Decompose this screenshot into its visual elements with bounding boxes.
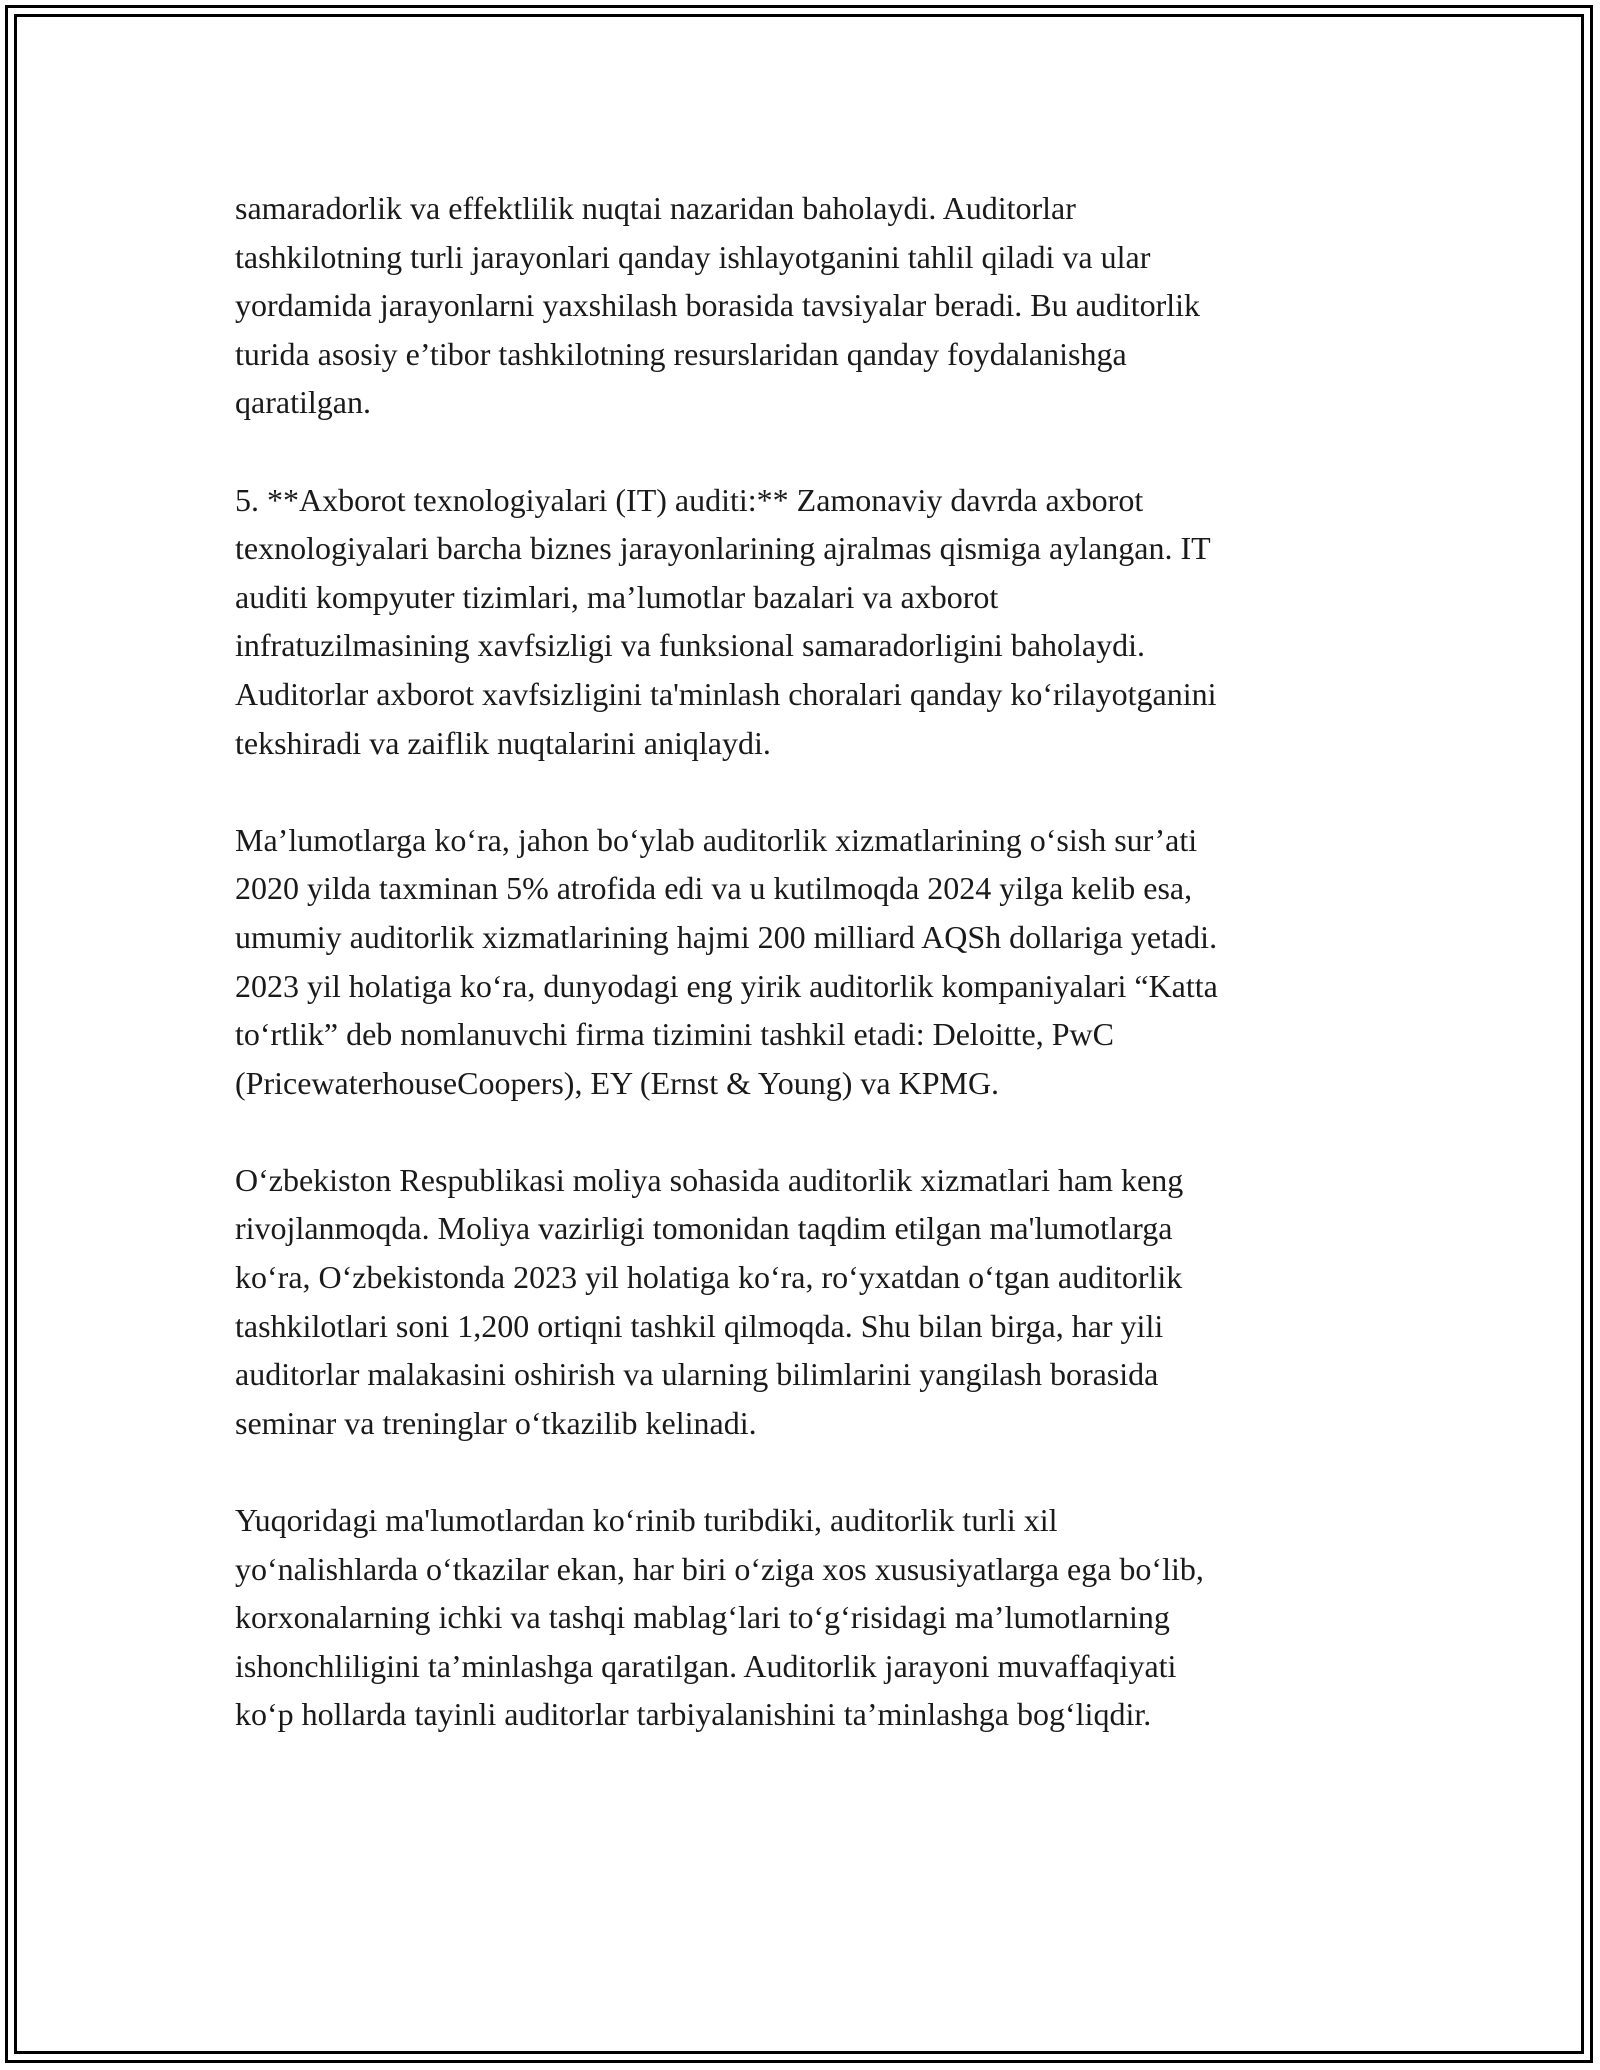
text-line: tashkilotning turli jarayonlari qanday ishlayotganini tahlil qiladi va ular (235, 238, 1151, 275)
text-line: Auditorlar axborot xavfsizligini ta'minlash choralari qanday koʻrilayotganini (235, 675, 1217, 712)
text-line: Oʻzbekiston Respublikasi moliya sohasida auditorlik xizmatlari ham keng (235, 1161, 1184, 1198)
paragraph-performance-audit (235, 184, 1395, 427)
paragraph-conclusion (235, 1496, 1395, 1739)
text-line: seminar va treninglar oʻtkazilib kelinadi. (235, 1404, 757, 1441)
text-line: turida asosiy e’tibor tashkilotning resurslaridan qanday foydalanishga (235, 335, 1127, 372)
text-line: yordamida jarayonlarni yaxshilash borasida tavsiyalar beradi. Bu auditorlik (235, 287, 1201, 324)
text-line: 5. **Axborot texnologiyalari (IT) auditi:** Zamonaviy davrda axborot (235, 481, 1144, 518)
text-line: texnologiyalari barcha biznes jarayonlarining ajralmas qismiga aylangan. IT (235, 530, 1211, 567)
text-line: korxonalarning ichki va tashqi mablagʻlari toʻgʻrisidagi ma’lumotlarning (235, 1599, 1170, 1636)
text-line: infratuzilmasining xavfsizligi va funksional samaradorligini baholaydi. (235, 627, 1145, 664)
text-line: umumiy auditorlik xizmatlarining hajmi 200 milliard AQSh dollariga yetadi. (235, 918, 1218, 955)
text-line: toʻrtlik” deb nomlanuvchi firma tizimini tashkil etadi: Deloitte, PwC (235, 1016, 1114, 1053)
text-line: yoʻnalishlarda oʻtkazilar ekan, har biri oʻziga xos xususiyatlarga ega boʻlib, (235, 1550, 1204, 1587)
text-line: ishonchliligini ta’minlashga qaratilgan. Auditorlik jarayoni muvaffaqiyati (235, 1647, 1177, 1684)
text-line: tekshiradi va zaiflik nuqtalarini aniqlaydi. (235, 724, 771, 761)
text-line: Ma’lumotlarga koʻra, jahon boʻylab auditorlik xizmatlarining oʻsish sur’ati (235, 821, 1198, 858)
text-line: rivojlanmoqda. Moliya vazirligi tomonidan taqdim etilgan ma'lumotlarga (235, 1210, 1173, 1247)
text-line: auditi kompyuter tizimlari, ma’lumotlar bazalari va axborot (235, 578, 999, 615)
paragraph-uzbekistan-statistics (235, 1156, 1395, 1448)
text-line: (PricewaterhouseCoopers), EY (Ernst & Young) va KPMG. (235, 1064, 1000, 1101)
text-line: 2023 yil holatiga koʻra, dunyodagi eng yirik auditorlik kompaniyalari “Katta (235, 967, 1218, 1004)
text-line: Yuqoridagi ma'lumotlardan koʻrinib turibdiki, auditorlik turli xil (235, 1502, 1058, 1539)
text-line: auditorlar malakasini oshirish va ularning bilimlarini yangilash borasida (235, 1356, 1159, 1393)
text-line: tashkilotlari soni 1,200 ortiqni tashkil qilmoqda. Shu bilan birga, har yili (235, 1307, 1164, 1344)
text-line: 2020 yilda taxminan 5% atrofida edi va u kutilmoqda 2024 yilga kelib esa, (235, 870, 1193, 907)
paragraph-global-statistics (235, 816, 1395, 1108)
text-line: koʻp hollarda tayinli auditorlar tarbiyalanishini ta’minlashga bogʻliqdir. (235, 1696, 1152, 1733)
paragraph-it-audit (235, 476, 1395, 768)
text-line: qaratilgan. (235, 384, 371, 421)
document-body (235, 184, 1395, 1788)
text-line: koʻra, Oʻzbekistonda 2023 yil holatiga koʻra, roʻyxatdan oʻtgan auditorlik (235, 1259, 1183, 1296)
text-line: samaradorlik va effektlilik nuqtai nazaridan baholaydi. Auditorlar (235, 190, 1076, 226)
